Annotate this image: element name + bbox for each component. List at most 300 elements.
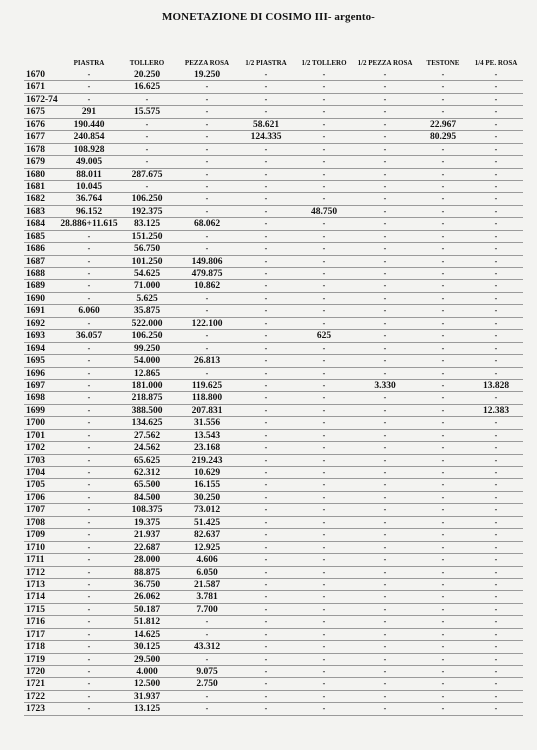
cell-pezza-rosa: 13.543 [193,430,221,441]
cell-year: 1708 [26,517,45,528]
cell-piastra: 190.440 [73,119,105,130]
cell-half-piastra: - [264,368,268,378]
cell-testone: - [441,517,445,527]
cell-piastra: 96.152 [75,206,103,217]
cell-half-piastra: - [264,169,268,179]
cell-piastra: 240.854 [73,132,105,143]
cell-quarter-pezza-rosa: - [494,393,498,403]
cell-tollero: 13.125 [133,704,161,715]
cell-half-tollero: - [322,194,326,204]
cell-half-pezza-rosa: - [383,256,387,266]
cell-pezza-rosa: - [205,654,209,664]
cell-piastra: - [87,70,91,79]
cell-half-pezza-rosa: - [383,293,387,303]
cell-year: 1695 [26,356,45,367]
cell-pezza-rosa: 2.750 [196,679,218,690]
table-row [0,691,537,703]
table-row [0,430,537,442]
cell-half-tollero: - [322,455,326,465]
cell-half-tollero: - [322,181,326,191]
cell-year: 1686 [26,244,45,255]
cell-half-piastra: - [264,343,268,353]
cell-quarter-pezza-rosa: - [494,256,498,266]
cell-quarter-pezza-rosa: - [494,181,498,191]
cell-piastra: - [87,293,91,303]
cell-tollero: 12.865 [133,368,161,379]
cell-tollero: 30.125 [133,642,161,653]
table-row [0,554,537,566]
cell-half-tollero: - [322,70,326,79]
cell-testone: - [441,281,445,291]
cell-half-pezza-rosa: - [383,542,387,552]
cell-half-pezza-rosa: - [383,356,387,366]
cell-half-tollero: - [322,306,326,316]
cell-tollero: 29.500 [133,654,161,665]
cell-half-piastra: - [264,418,268,428]
cell-tollero: 65.500 [133,480,161,491]
cell-half-pezza-rosa: - [383,331,387,341]
cell-quarter-pezza-rosa: - [494,505,498,515]
cell-half-tollero: - [322,468,326,477]
cell-half-piastra: - [264,244,268,254]
cell-piastra: - [87,244,91,254]
cell-testone: - [441,157,445,167]
cell-pezza-rosa: - [205,82,209,92]
table-row [0,417,537,429]
cell-half-tollero: - [322,617,326,627]
cell-half-piastra: - [264,144,268,154]
cell-piastra: - [87,468,91,477]
cell-tollero: 27.562 [133,430,161,441]
cell-half-pezza-rosa: - [383,455,387,465]
cell-pezza-rosa: 479.875 [191,269,223,279]
cell-piastra: - [87,443,91,453]
cell-half-tollero: - [322,157,326,167]
cell-year: 1706 [26,492,45,503]
cell-tollero: 287.675 [131,169,163,180]
cell-year: 1723 [26,704,45,715]
cell-piastra: - [87,405,91,415]
cell-half-tollero: - [322,405,326,415]
table-row [0,256,537,268]
table-row [0,517,537,529]
cell-half-pezza-rosa: - [383,629,387,639]
cell-half-piastra: 124.335 [250,132,282,143]
cell-piastra: - [87,281,91,291]
cell-piastra: - [87,430,91,440]
cell-half-pezza-rosa: - [383,244,387,254]
cell-year: 1707 [26,505,45,516]
cell-half-pezza-rosa: - [383,157,387,167]
cell-piastra: - [87,654,91,664]
cell-tollero: 24.562 [133,443,161,454]
table-row [0,368,537,380]
cell-tollero: 4.000 [136,667,158,677]
cell-half-pezza-rosa: 3.330 [374,380,396,391]
cell-half-piastra: - [264,70,268,79]
cell-tollero: 15.575 [133,107,161,118]
cell-pezza-rosa: 219.243 [191,455,223,466]
cell-testone: - [441,244,445,254]
cell-tollero: 388.500 [131,405,163,416]
cell-half-pezza-rosa: - [383,393,387,403]
cell-quarter-pezza-rosa: - [494,555,498,565]
cell-half-tollero: - [322,654,326,664]
cell-tollero: 26.062 [133,592,161,603]
cell-half-piastra: - [264,704,268,714]
cell-half-pezza-rosa: - [383,269,387,278]
cell-half-tollero: - [322,393,326,403]
cell-year: 1701 [26,430,45,441]
cell-testone: - [441,169,445,179]
cell-testone: - [441,667,445,676]
cell-quarter-pezza-rosa: - [494,157,498,167]
table-row [0,654,537,666]
cell-half-tollero: - [322,480,326,490]
cell-testone: - [441,194,445,204]
cell-piastra: - [87,269,91,278]
cell-pezza-rosa: - [205,331,209,341]
cell-half-piastra: - [264,306,268,316]
cell-testone: - [441,505,445,515]
cell-half-tollero: - [322,679,326,689]
table-row [0,131,537,143]
cell-half-tollero: - [322,579,326,589]
cell-half-piastra: - [264,679,268,689]
cell-half-tollero: - [322,293,326,303]
cell-pezza-rosa: - [205,119,209,129]
column-header-pezza-rosa: PEZZA ROSA [184,59,230,67]
cell-half-pezza-rosa: - [383,617,387,627]
cell-tollero: 84.500 [133,492,161,503]
cell-pezza-rosa: - [205,157,209,167]
cell-pezza-rosa: - [205,629,209,639]
cell-testone: - [441,555,445,565]
cell-half-pezza-rosa: - [383,119,387,129]
cell-tollero: 108.375 [131,505,163,516]
cell-half-pezza-rosa: - [383,567,387,577]
cell-half-piastra: - [264,691,268,701]
cell-half-piastra: - [264,492,268,502]
cell-testone: - [441,306,445,316]
cell-half-tollero: - [322,256,326,266]
cell-half-pezza-rosa: - [383,642,387,652]
cell-pezza-rosa: - [205,293,209,303]
cell-half-piastra: - [264,206,268,216]
cell-half-pezza-rosa: - [383,70,387,79]
cell-testone: - [441,704,445,714]
cell-pezza-rosa: - [205,306,209,316]
cell-tollero: - [145,132,149,142]
cell-pezza-rosa: - [205,368,209,378]
cell-year: 1698 [26,393,45,404]
table-row [0,243,537,255]
cell-tollero: 12.500 [133,679,161,690]
cell-half-piastra: - [264,331,268,341]
cell-half-piastra: - [264,555,268,565]
cell-half-pezza-rosa: - [383,343,387,353]
cell-pezza-rosa: - [205,231,209,241]
cell-pezza-rosa: 10.862 [193,281,221,292]
cell-half-pezza-rosa: - [383,505,387,515]
cell-year: 1690 [26,293,45,304]
cell-half-piastra: - [264,455,268,465]
cell-year: 1714 [26,592,45,603]
cell-year: 1704 [26,468,45,478]
cell-year: 1694 [26,343,45,354]
cell-testone: - [441,293,445,303]
cell-year: 1672-74 [26,94,58,105]
cell-half-piastra: - [264,629,268,639]
cell-piastra: 10.045 [75,181,103,192]
table-row [0,542,537,554]
cell-half-tollero: - [322,244,326,254]
cell-pezza-rosa: 30.250 [193,492,221,503]
cell-half-tollero: - [322,144,326,154]
cell-quarter-pezza-rosa: - [494,306,498,316]
cell-quarter-pezza-rosa: - [494,356,498,366]
table-row [0,604,537,616]
cell-tollero: 181.000 [131,380,163,391]
cell-half-tollero: - [322,667,326,676]
cell-pezza-rosa: - [205,343,209,353]
cell-piastra: - [87,530,91,540]
cell-year: 1688 [26,269,45,279]
cell-pezza-rosa: - [205,691,209,701]
cell-quarter-pezza-rosa: - [494,480,498,490]
cell-testone: - [441,629,445,639]
cell-testone: - [441,206,445,216]
cell-year: 1678 [26,144,45,155]
cell-year: 1716 [26,617,45,628]
cell-quarter-pezza-rosa: - [494,592,498,602]
cell-piastra: - [87,393,91,403]
cell-quarter-pezza-rosa: - [494,468,498,477]
cell-tollero: 20.250 [133,70,161,80]
cell-half-piastra: - [264,356,268,366]
cell-tollero: 218.875 [131,393,163,404]
table-row [0,119,537,131]
cell-pezza-rosa: 9.075 [196,667,218,677]
cell-half-piastra: - [264,642,268,652]
table-row [0,641,537,653]
cell-half-pezza-rosa: - [383,604,387,614]
cell-tollero: 31.937 [133,691,161,702]
table-row [0,703,537,715]
cell-quarter-pezza-rosa: - [494,144,498,154]
cell-year: 1709 [26,530,45,541]
cell-piastra: - [87,380,91,390]
cell-year: 1697 [26,380,45,391]
cell-half-piastra: - [264,318,268,328]
cell-half-pezza-rosa: - [383,492,387,502]
cell-half-pezza-rosa: - [383,579,387,589]
cell-piastra: - [87,667,91,676]
cell-testone: - [441,679,445,689]
cell-quarter-pezza-rosa: - [494,492,498,502]
table-row [0,231,537,243]
cell-piastra: - [87,318,91,328]
cell-year: 1715 [26,604,45,615]
cell-quarter-pezza-rosa: - [494,206,498,216]
cell-half-tollero: - [322,592,326,602]
cell-half-tollero: - [322,642,326,652]
cell-quarter-pezza-rosa: - [494,293,498,303]
table-row [0,405,537,417]
cell-quarter-pezza-rosa: - [494,343,498,353]
cell-pezza-rosa: - [205,144,209,154]
cell-half-piastra: - [264,393,268,403]
cell-pezza-rosa: 12.925 [193,542,221,553]
cell-tollero: 36.750 [133,579,161,590]
cell-half-tollero: - [322,691,326,701]
cell-tollero: 65.625 [133,455,161,466]
cell-half-tollero: - [322,318,326,328]
cell-half-piastra: - [264,480,268,490]
cell-tollero: 106.250 [131,194,163,205]
table-row [0,193,537,205]
cell-tollero: 19.375 [133,517,161,528]
cell-half-tollero: - [322,132,326,142]
cell-piastra: - [87,691,91,701]
cell-year: 1722 [26,691,45,702]
cell-quarter-pezza-rosa: - [494,443,498,453]
cell-year: 1699 [26,405,45,416]
cell-testone: - [441,219,445,229]
cell-piastra: 6.060 [78,306,100,317]
cell-year: 1693 [26,331,45,342]
cell-half-pezza-rosa: - [383,667,387,676]
cell-piastra: 88.011 [76,169,102,180]
cell-pezza-rosa: 7.700 [196,604,218,615]
cell-testone: - [441,642,445,652]
cell-half-pezza-rosa: - [383,679,387,689]
table-row [0,678,537,690]
cell-quarter-pezza-rosa: - [494,567,498,577]
cell-tollero: 54.000 [133,356,161,367]
cell-half-piastra: - [264,107,268,117]
cell-year: 1675 [26,107,45,118]
cell-half-pezza-rosa: - [383,107,387,117]
cell-half-tollero: - [322,604,326,614]
cell-half-tollero: - [322,443,326,453]
cell-half-piastra: - [264,592,268,602]
cell-half-piastra: - [264,157,268,167]
cell-pezza-rosa: 122.100 [191,318,223,329]
cell-testone: - [441,231,445,241]
column-header-tollero: TOLLERO [129,59,165,67]
cell-piastra: - [87,368,91,378]
cell-testone: - [441,82,445,92]
cell-piastra: - [87,505,91,515]
cell-year: 1681 [26,181,45,192]
cell-tollero: - [145,94,149,104]
table-row [0,144,537,156]
cell-half-tollero: - [322,356,326,366]
cell-pezza-rosa: 16.155 [193,480,221,491]
table-row [0,392,537,404]
cell-testone: - [441,443,445,453]
cell-half-tollero: - [322,368,326,378]
cell-half-pezza-rosa: - [383,368,387,378]
cell-half-tollero: - [322,380,326,390]
cell-half-pezza-rosa: - [383,530,387,540]
cell-tollero: - [145,157,149,167]
cell-year: 1703 [26,455,45,466]
cell-pezza-rosa: 207.831 [191,405,223,416]
cell-quarter-pezza-rosa: - [494,430,498,440]
cell-quarter-pezza-rosa: - [494,704,498,714]
cell-half-pezza-rosa: - [383,169,387,179]
cell-quarter-pezza-rosa: - [494,418,498,428]
cell-testone: - [441,144,445,154]
cell-year: 1719 [26,654,45,665]
cell-piastra: - [87,94,91,104]
cell-quarter-pezza-rosa: - [494,455,498,465]
cell-pezza-rosa: - [205,704,209,714]
cell-pezza-rosa: 73.012 [193,505,221,516]
cell-testone: - [441,617,445,627]
table-row [0,455,537,467]
cell-year: 1710 [26,542,45,553]
table-row [0,567,537,579]
cell-testone: - [441,269,445,278]
table-row [0,579,537,591]
cell-half-pezza-rosa: - [383,94,387,104]
table-row [0,268,537,280]
cell-half-pezza-rosa: - [383,206,387,216]
column-header-half-pezza-rosa: 1/2 PEZZA ROSA [357,59,413,67]
cell-year: 1684 [26,219,45,230]
cell-half-pezza-rosa: - [383,480,387,490]
cell-half-piastra: - [264,617,268,627]
cell-quarter-pezza-rosa: - [494,530,498,540]
cell-pezza-rosa: 6.050 [196,567,218,578]
cell-quarter-pezza-rosa: - [494,617,498,627]
cell-half-tollero: - [322,82,326,92]
cell-year: 1685 [26,231,45,242]
cell-testone: - [441,380,445,390]
cell-pezza-rosa: - [205,132,209,142]
cell-quarter-pezza-rosa: 13.828 [482,380,510,391]
cell-quarter-pezza-rosa: - [494,70,498,79]
cell-half-pezza-rosa: - [383,517,387,527]
cell-testone: - [441,480,445,490]
table-row [0,169,537,181]
cell-half-piastra: - [264,505,268,515]
table-row [0,591,537,603]
cell-half-tollero: - [322,430,326,440]
cell-pezza-rosa: 118.800 [191,393,223,404]
cell-tollero: 22.687 [133,542,161,553]
cell-year: 1721 [26,679,45,690]
cell-half-piastra: - [264,293,268,303]
cell-half-tollero: - [322,231,326,241]
cell-half-tollero: - [322,629,326,639]
cell-testone: - [441,356,445,366]
cell-tollero: 35.875 [133,306,161,317]
table-row [0,94,537,106]
cell-testone: - [441,331,445,341]
cell-year: 1718 [26,642,45,653]
cell-half-pezza-rosa: - [383,405,387,415]
cell-half-tollero: - [322,281,326,291]
cell-half-tollero: - [322,567,326,577]
cell-tollero: 101.250 [131,256,163,267]
cell-quarter-pezza-rosa: - [494,691,498,701]
cell-year: 1689 [26,281,45,292]
cell-pezza-rosa: 3.781 [196,592,218,603]
